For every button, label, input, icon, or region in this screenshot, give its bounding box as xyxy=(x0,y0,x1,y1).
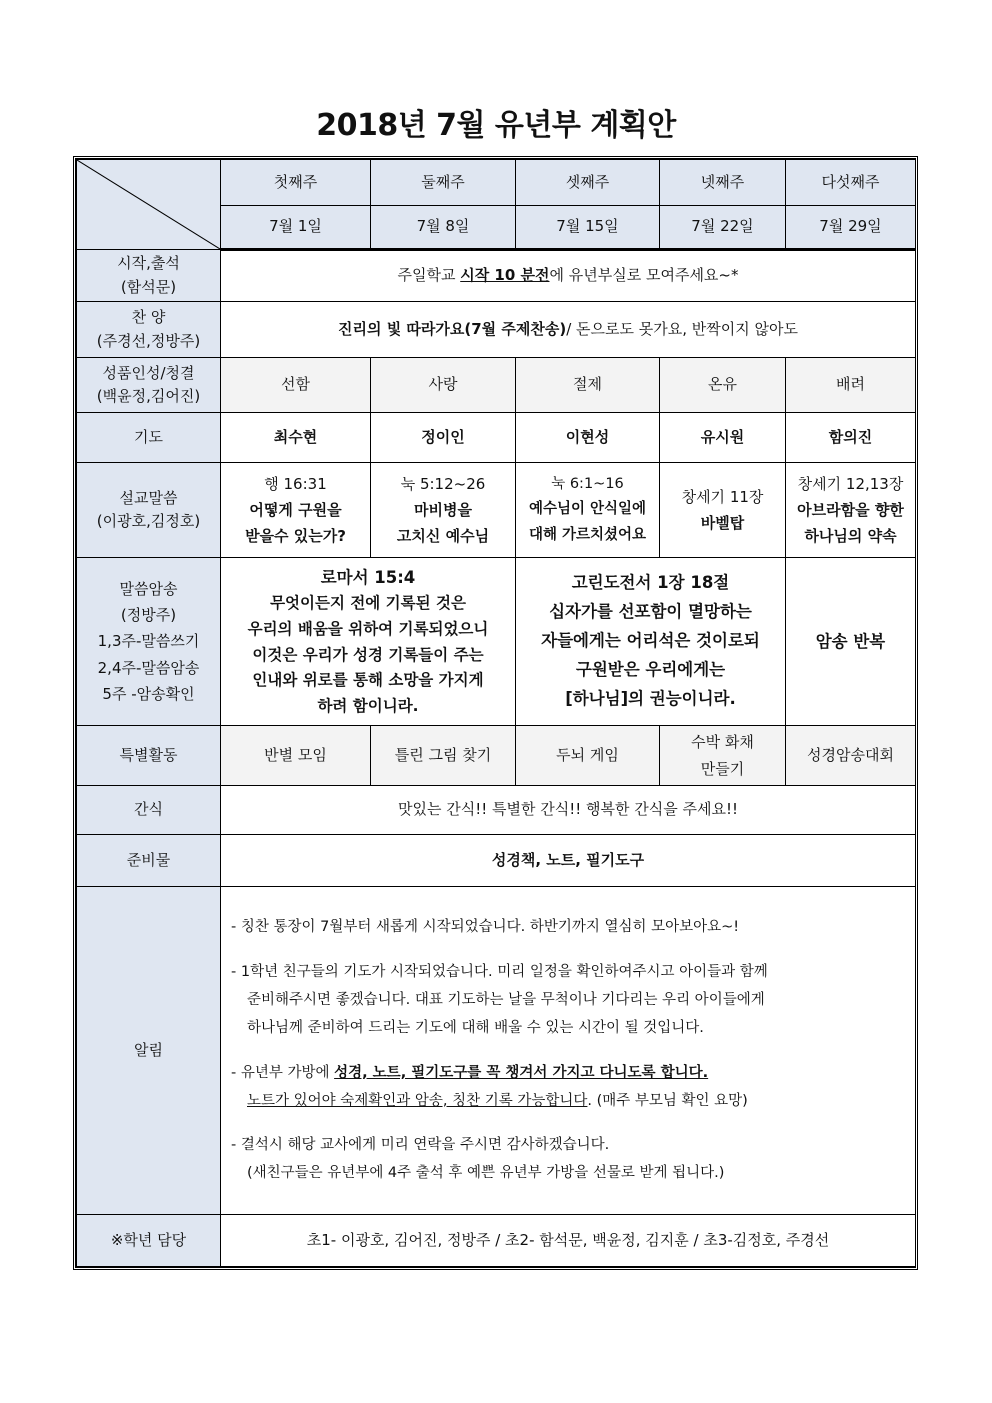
activity-week-2: 틀린 그림 찾기 xyxy=(371,726,516,786)
notice-item-2 xyxy=(231,958,905,1043)
notice-item-4-line-1: - 결석시 해당 교사에게 미리 연락을 주시면 감사하겠습니다. xyxy=(231,1137,610,1154)
notice-item-2-line-1: - 1학년 친구들의 기도가 시작되었습니다. 미리 일정을 확인하여주시고 아이들과 함께 xyxy=(231,963,768,980)
supplies-row xyxy=(77,835,916,887)
snack-row xyxy=(77,786,916,835)
memory-verse-1-line: 이것은 우리가 성경 기록들이 주는 xyxy=(252,645,484,664)
activity-week-4-line-2: 만들기 xyxy=(700,759,745,778)
notice-item-3-note: . (매주 부모님 확인 요망) xyxy=(587,1092,748,1109)
sermon-week-2 xyxy=(371,463,516,558)
sermon-title-line-1: 아브라함을 향한 xyxy=(797,500,904,519)
diagonal-line xyxy=(77,160,220,249)
supplies-label: 준비물 xyxy=(77,835,221,887)
memory-verse-1-line: 무엇이든지 전에 기록된 것은 xyxy=(270,594,466,613)
memory-verse-1-line: 인내와 위로를 통해 소망을 가지게 xyxy=(252,671,484,690)
start-label xyxy=(77,250,221,302)
memory-verse-2-line: 구원받은 우리에게는 xyxy=(575,659,726,679)
notice-item-4 xyxy=(231,1131,905,1188)
memory-verse-2-line: 십자가를 선포함이 멸망하는 xyxy=(549,602,752,622)
notice-item-3 xyxy=(231,1059,905,1116)
start-content xyxy=(221,250,916,302)
praise-label-person: (주경선,정방주) xyxy=(96,331,201,350)
memory-verse-1-ref: 로마서 15:4 xyxy=(320,567,416,587)
memory-label xyxy=(77,558,221,726)
notice-item-3-emphasis: 성경, 노트, 필기도구를 꼭 챙겨서 가지고 다니도록 합니다. xyxy=(334,1064,709,1081)
memory-verse-2-line: 자들에게는 어리석은 것이로되 xyxy=(541,631,760,651)
sermon-ref: 창세기 12,13장 xyxy=(797,474,904,493)
character-week-2: 사랑 xyxy=(371,358,516,413)
praise-row xyxy=(77,302,916,358)
memory-verse-1-line: 하려 함이니라. xyxy=(317,696,419,715)
grade-content: 초1- 이광호, 김어진, 정방주 / 초2- 함석문, 백윤정, 김지훈 / 초3-김정호, 주경선 xyxy=(221,1215,916,1267)
sermon-title-line-2: 고치신 예수님 xyxy=(396,527,490,546)
notice-item-1 xyxy=(231,913,905,941)
plan-table xyxy=(76,159,916,1267)
character-week-5: 배려 xyxy=(786,358,916,413)
activity-week-3: 두뇌 게임 xyxy=(516,726,660,786)
sermon-label xyxy=(77,463,221,558)
character-label xyxy=(77,358,221,413)
notice-item-2-line-2: 준비해주시면 좋겠습니다. 대표 기도하는 날을 무척이나 기다리는 우리 아이들에게 xyxy=(247,991,765,1008)
sermon-label-person: (이광호,김정호) xyxy=(96,512,201,530)
sermon-title-line-1: 마비병을 xyxy=(414,500,472,519)
memory-verse-2-line: [하나님]의 권능이니라. xyxy=(565,688,736,708)
prayer-week-1: 최수현 xyxy=(221,413,371,463)
week-3-header: 셋째주 xyxy=(516,160,660,206)
grade-row xyxy=(77,1215,916,1267)
memory-label-week13: 1,3주-말씀쓰기 xyxy=(97,632,200,651)
prayer-week-5: 함의진 xyxy=(786,413,916,463)
date-week-4: 7월 22일 xyxy=(660,206,786,250)
notice-item-1-text: - 칭찬 통장이 7월부터 새롭게 시작되었습니다. 하반기까지 열심히 모아보아요~! xyxy=(231,919,740,936)
start-label-title: 시작,출석 xyxy=(117,254,180,273)
supplies-content: 성경책, 노트, 필기도구 xyxy=(221,835,916,887)
start-label-person: (함석문) xyxy=(120,277,177,296)
week-1-header: 첫째주 xyxy=(221,160,371,206)
corner-cell xyxy=(77,160,221,250)
activity-week-5: 성경암송대회 xyxy=(786,726,916,786)
activity-week-4-line-1: 수박 화채 xyxy=(691,733,754,752)
praise-theme-song: 진리의 빛 따라가요(7월 주제찬송) xyxy=(338,319,567,338)
sermon-ref: 행 16:31 xyxy=(264,474,327,493)
sermon-title-line-2: 하나님의 약속 xyxy=(804,527,897,546)
sermon-title-line-1: 어떻게 구원을 xyxy=(249,500,342,519)
activity-week-1: 반별 모임 xyxy=(221,726,371,786)
sermon-week-1 xyxy=(221,463,371,558)
activity-row xyxy=(77,726,916,786)
prayer-week-2: 정이인 xyxy=(371,413,516,463)
notice-item-4-line-2: (새친구들은 유년부에 4주 출석 후 예쁜 유년부 가방을 선물로 받게 됩니다.) xyxy=(247,1165,725,1182)
praise-label-title: 찬 양 xyxy=(131,308,166,327)
notice-item-3-pre: - 유년부 가방에 xyxy=(231,1064,335,1081)
praise-label xyxy=(77,302,221,358)
memory-label-title: 말씀암송 xyxy=(119,579,178,598)
start-text-post: 에 유년부실로 모여주세요~* xyxy=(549,266,739,285)
sermon-week-5 xyxy=(786,463,916,558)
date-week-1: 7월 1일 xyxy=(221,206,371,250)
date-week-2: 7월 8일 xyxy=(371,206,516,250)
prayer-label: 기도 xyxy=(77,413,221,463)
week-2-header: 둘째주 xyxy=(371,160,516,206)
start-row xyxy=(77,250,916,302)
memory-verse-2-ref: 고린도전서 1장 18절 xyxy=(571,573,730,593)
notice-label: 알림 xyxy=(77,887,221,1215)
sermon-ref: 눅 5:12~26 xyxy=(400,474,486,493)
sermon-ref: 눅 6:1~16 xyxy=(551,475,624,492)
grade-label: ※학년 담당 xyxy=(77,1215,221,1267)
start-text-pre: 주일학교 xyxy=(397,266,461,285)
memory-verse-2 xyxy=(516,558,786,726)
praise-other-songs: / 돈으로도 못가요, 반짝이지 않아도 xyxy=(566,319,798,338)
memory-verse-1-line: 우리의 배움을 위하여 기록되었으니 xyxy=(247,619,489,638)
character-week-4: 온유 xyxy=(660,358,786,413)
header-weeks-row xyxy=(77,160,916,206)
memory-repeat: 암송 반복 xyxy=(786,558,916,726)
memory-row xyxy=(77,558,916,726)
week-4-header: 넷째주 xyxy=(660,160,786,206)
memory-verse-1 xyxy=(221,558,516,726)
sermon-title-line-2: 받을수 있는가? xyxy=(245,527,346,546)
snack-content: 맛있는 간식!! 특별한 간식!! 행복한 간식을 주세요!! xyxy=(221,786,916,835)
sermon-label-title: 설교말씀 xyxy=(119,488,178,507)
date-week-5: 7월 29일 xyxy=(786,206,916,250)
snack-label: 간식 xyxy=(77,786,221,835)
sermon-row xyxy=(77,463,916,558)
praise-content xyxy=(221,302,916,358)
sermon-ref: 창세기 11장 xyxy=(681,487,764,506)
notice-item-3-underlined: 노트가 있어야 숙제확인과 암송, 칭찬 기록 가능합니다 xyxy=(247,1092,588,1109)
prayer-week-4: 유시원 xyxy=(660,413,786,463)
sermon-week-4 xyxy=(660,463,786,558)
notice-content xyxy=(221,887,916,1215)
date-week-3: 7월 15일 xyxy=(516,206,660,250)
page-title: 2018년 7월 유년부 계획안 xyxy=(316,108,676,143)
character-week-3: 절제 xyxy=(516,358,660,413)
prayer-week-3: 이현성 xyxy=(516,413,660,463)
sermon-title-line-1: 바벨탑 xyxy=(700,514,745,532)
character-label-title: 성품인성/청결 xyxy=(102,363,195,382)
notice-row xyxy=(77,887,916,1215)
sermon-week-3 xyxy=(516,463,660,558)
prayer-row xyxy=(77,413,916,463)
activity-label: 특별활동 xyxy=(77,726,221,786)
start-text-emphasis: 시작 10 분전 xyxy=(460,266,550,285)
character-week-1: 선함 xyxy=(221,358,371,413)
memory-label-week24: 2,4주-말씀암송 xyxy=(97,658,200,677)
character-row xyxy=(77,358,916,413)
memory-label-week5: 5주 -암송확인 xyxy=(102,684,195,703)
memory-label-person: (정방주) xyxy=(120,606,177,625)
sermon-title-line-1: 예수님이 안식일에 xyxy=(528,501,647,518)
sermon-title-line-2: 대해 가르치셨어요 xyxy=(528,526,647,543)
week-5-header: 다섯째주 xyxy=(786,160,916,206)
notice-item-2-line-3: 하나님께 준비하여 드리는 기도에 대해 배울 수 있는 시간이 될 것입니다. xyxy=(247,1020,704,1037)
character-label-person: (백윤정,김어진) xyxy=(96,387,201,405)
activity-week-4 xyxy=(660,726,786,786)
